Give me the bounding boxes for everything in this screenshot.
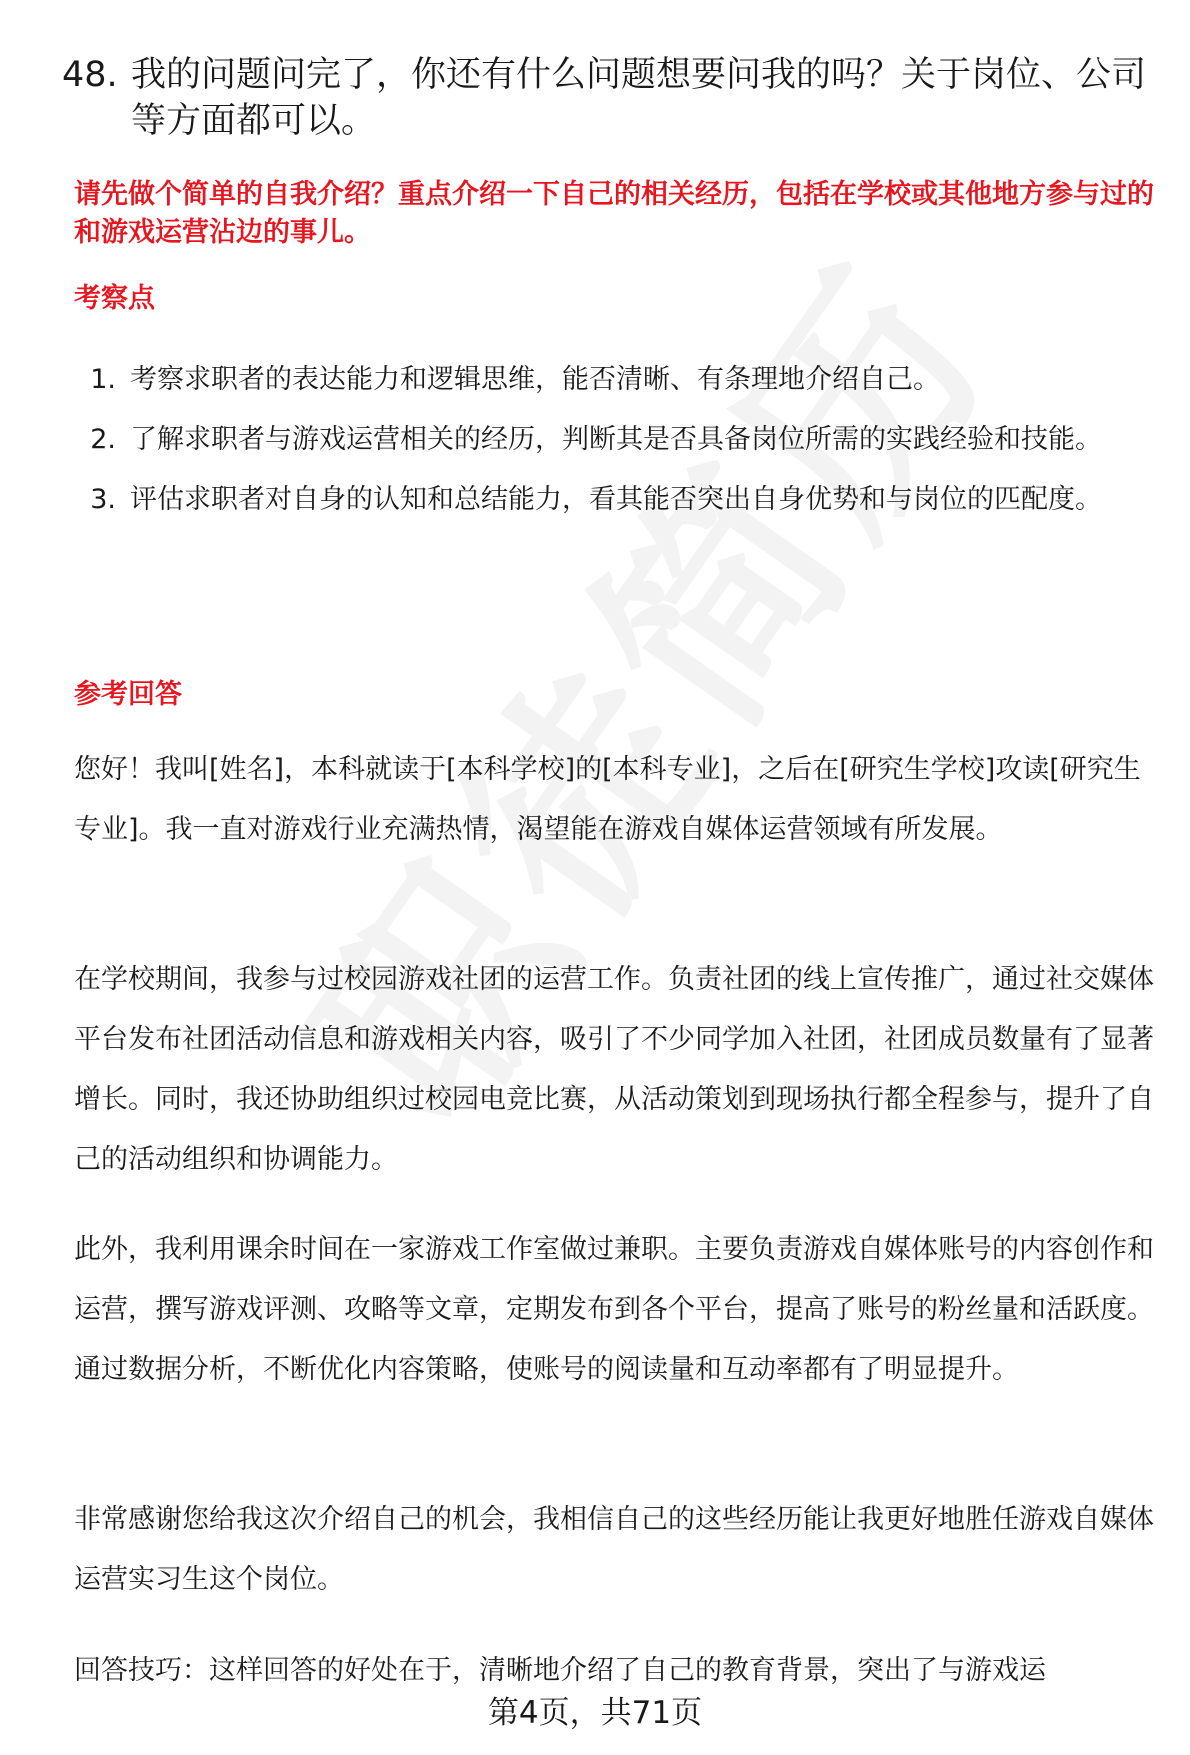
list-item xyxy=(74,470,1164,530)
answer-paragraph-intro: 您好！我叫[姓名]，本科就读于[本科学校]的[本科专业]，之后在[研究生学校]攻读[研究生专业]。我一直对游戏行业充满热情，渴望能在游戏自媒体运营领域有所发展。 xyxy=(74,754,1141,845)
question-text: 我的问题问完了，你还有什么问题想要问我的吗？关于岗位、公司等方面都可以。 xyxy=(131,55,1147,141)
page-number: 第4页，共71页 xyxy=(487,1695,703,1731)
section-title-points: 考察点 xyxy=(74,283,155,314)
interview-question: 请先做个简单的自我介绍？重点介绍一下自己的相关经历，包括在学校或其他地方参与过的和游戏运营沾边的事儿。 xyxy=(74,179,1154,248)
answer-tips: 回答技巧：这样回答的好处在于，清晰地介绍了自己的教育背景，突出了与游戏运 xyxy=(74,1655,1046,1686)
answer-paragraph-parttime: 此外，我利用课余时间在一家游戏工作室做过兼职。主要负责游戏自媒体账号的内容创作和运营，撰写游戏评测、攻略等文章，定期发布到各个平台，提高了账号的粉丝量和活跃度。通过数据分析，不断优化内容策略，使账号的阅读量和互动率都有了明显提升。 xyxy=(74,1234,1154,1385)
answer-paragraph-school: 在学校期间，我参与过校园游戏社团的运营工作。负责社团的线上宣传推广，通过社交媒体平台发布社团活动信息和游戏相关内容，吸引了不少同学加入社团，社团成员数量有了显著增长。同时，我还协助组织过校园电竞比赛，从活动策划到现场执行都全程参与，提升了自己的活动组织和协调能力。 xyxy=(74,964,1154,1175)
list-item-text: 评估求职者对自身的认知和总结能力，看其能否突出自身优势和与岗位的匹配度。 xyxy=(130,484,1102,515)
question-heading xyxy=(62,52,1152,144)
list-item-number: 3. xyxy=(90,484,116,515)
list-item-text: 了解求职者与游戏运营相关的经历，判断其是否具备岗位所需的实践经验和技能。 xyxy=(130,424,1102,455)
list-item-number: 2. xyxy=(90,424,116,455)
list-item xyxy=(74,350,1164,410)
section-title-answer: 参考回答 xyxy=(74,679,182,710)
answer-paragraph-closing: 非常感谢您给我这次介绍自己的机会，我相信自己的这些经历能让我更好地胜任游戏自媒体运营实习生这个岗位。 xyxy=(74,1504,1154,1595)
points-list xyxy=(74,350,1164,530)
list-item-number: 1. xyxy=(90,364,116,395)
list-item-text: 考察求职者的表达能力和逻辑思维，能否清晰、有条理地介绍自己。 xyxy=(130,364,940,395)
list-item xyxy=(74,410,1164,470)
question-number: 48. xyxy=(62,55,118,95)
